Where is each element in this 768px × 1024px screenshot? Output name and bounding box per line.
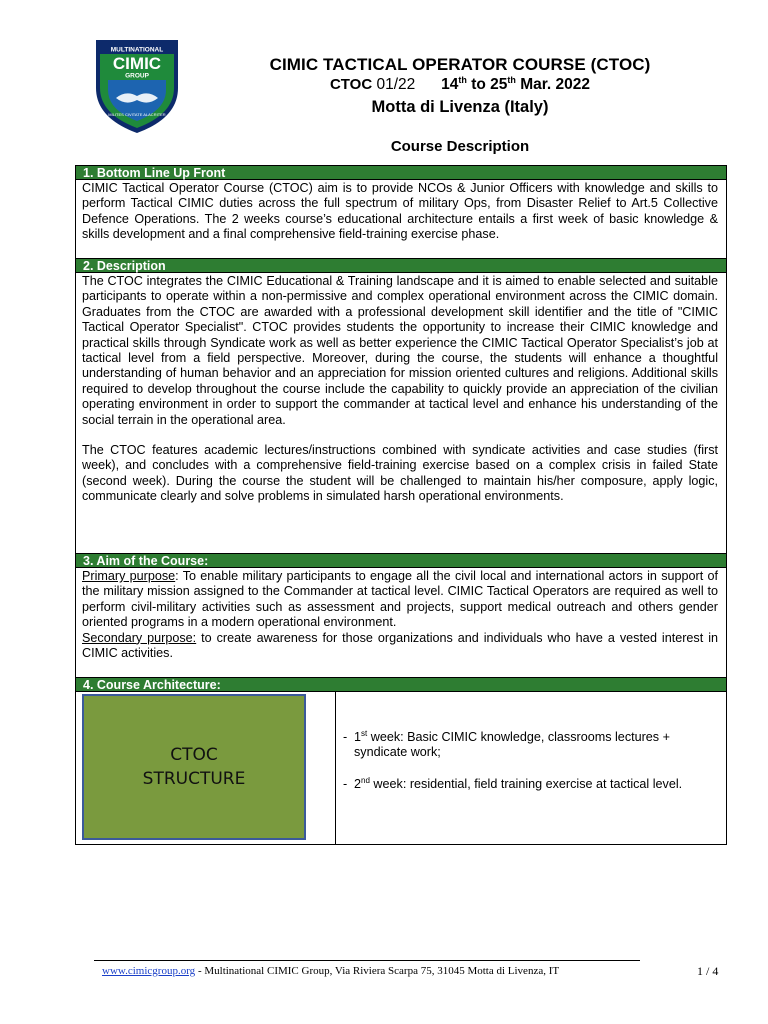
- section-header-blf: 1. Bottom Line Up Front: [76, 165, 726, 180]
- section-title: Course Description: [390, 138, 530, 155]
- week1-text: week: Basic CIMIC knowledge, classrooms lectures + syndicate work;: [354, 730, 670, 760]
- ctoc-structure-box: [82, 694, 306, 840]
- footer-rule: [94, 960, 640, 961]
- footer: [102, 965, 559, 977]
- architecture-column-divider: [335, 692, 336, 844]
- footer-website-link[interactable]: www.cimicgroup.org: [102, 965, 196, 977]
- logo-sub: GROUP: [125, 72, 149, 80]
- course-dates: [198, 76, 722, 94]
- footer-address: - Multinational CIMIC Group, Via Riviera Scarpa 75, 31045 Motta di Livenza, IT: [195, 965, 560, 977]
- aim-secondary: [82, 631, 718, 662]
- ctoc-box-line1: CTOC: [170, 745, 218, 765]
- weeks-list: [343, 730, 715, 808]
- course-title: CIMIC TACTICAL OPERATOR COURSE (CTOC): [269, 55, 651, 74]
- section-header-aim: 3. Aim of the Course:: [76, 553, 726, 568]
- logo-name: CIMIC: [112, 54, 162, 73]
- secondary-label: Secondary purpose:: [82, 630, 197, 645]
- aim-primary: [82, 569, 718, 631]
- description-paragraph-2: The CTOC features academic lectures/instructions combined with syndicate activities and case studies (first week), and concludes with a comprehensive field-training exercise based on a complex crisis in failed State (second week). During the course the student will be challenged to maintain his/her composure, apply logic, communicate clearly and solve problems in simulated harsh operational environments.: [82, 443, 718, 504]
- week2-text: week: residential, field training exercise at tactical level.: [369, 776, 683, 791]
- week2-num: 2: [354, 776, 362, 791]
- location-text: Motta di Livenza (Italy): [371, 98, 549, 116]
- end-sup: th: [507, 74, 516, 85]
- start-day: 14: [441, 76, 459, 93]
- description-paragraph-1: The CTOC integrates the CIMIC Educational & Training landscape and it is aimed to enable selected and suitable participants to operate within a non-permissive and complex operational environment across the CIMIC domain. Graduates from the CTOC are awarded with a professional development skill identifier and the title of "CIMIC Tactical Operator Specialist". CTOC provides students the opportunity to increase their CIMIC knowledge and practical skills through Syndicate work as well as better experience the CIMIC Tactical Operator Specialist’s job at tactical level from a field perspective. Moreover, during the course, the students will enhance a thoughtful understanding of human behavior and an appreciation for mission oriented cultures and religions. Additional skills required to develop throughout the course include the capability to quickly provide an appreciation of the civilian operating environment in order to support the commander at tactical level and enhance his understanding of the social terrain in the operational area.: [82, 274, 718, 427]
- course-number: 01/22: [376, 76, 416, 93]
- ctoc-box-line2: STRUCTURE: [142, 769, 246, 789]
- month-year: Mar. 2022: [520, 76, 591, 93]
- cimic-group-logo: [92, 36, 182, 136]
- start-sup: th: [458, 74, 467, 85]
- logo-top-text: MULTINATIONAL: [110, 46, 164, 54]
- section-body-description: [82, 274, 718, 505]
- secondary-text: to create awareness for those organizations and individuals who have a vested interest in CIMIC activities.: [82, 630, 718, 661]
- week1-num: 1: [354, 730, 362, 744]
- primary-text: : To enable military participants to engage all the civil local and international actors in support of the military mission assigned to the Commander at tactical level. CIMIC Tactical Operators are required as well to perform civil-military activities such as assessment and projects, support medical outreach and others gender oriented programs in a modern operational environment.: [82, 569, 718, 630]
- week-2-item: - 2nd week: residential, field training exercise at tactical level.: [343, 775, 683, 791]
- page-number: 1 / 4: [697, 964, 719, 978]
- week1-sup: st: [361, 728, 368, 738]
- section-header-architecture: 4. Course Architecture:: [76, 677, 726, 692]
- logo-motto: MILITES CIVITATE ALACRITER: [108, 112, 166, 117]
- end-day: 25: [490, 76, 508, 93]
- course-location: [198, 97, 722, 117]
- section-body-blf: [82, 181, 718, 243]
- section-header-description: 2. Description: [76, 258, 726, 273]
- section-body-aim: [82, 569, 718, 661]
- blf-text: CIMIC Tactical Operator Course (CTOC) aim is to provide NCOs & Junior Officers with knowledge and skills to perform Tactical CIMIC duties across the full spectrum of military Ops, from Disaster Relief to Art.5 Collective Defence Operations. The 2 weeks course’s educational architecture entails a first week of basic knowledge & skills development and a final comprehensive field-training exercise phase.: [82, 181, 718, 242]
- primary-label: Primary purpose: [82, 569, 176, 583]
- course-code: CTOC: [329, 76, 373, 93]
- week2-sup: nd: [361, 775, 370, 785]
- week-1-item: - 1st week: Basic CIMIC knowledge, classrooms lectures + syndicate work;: [343, 728, 670, 760]
- to-word: to: [471, 76, 486, 93]
